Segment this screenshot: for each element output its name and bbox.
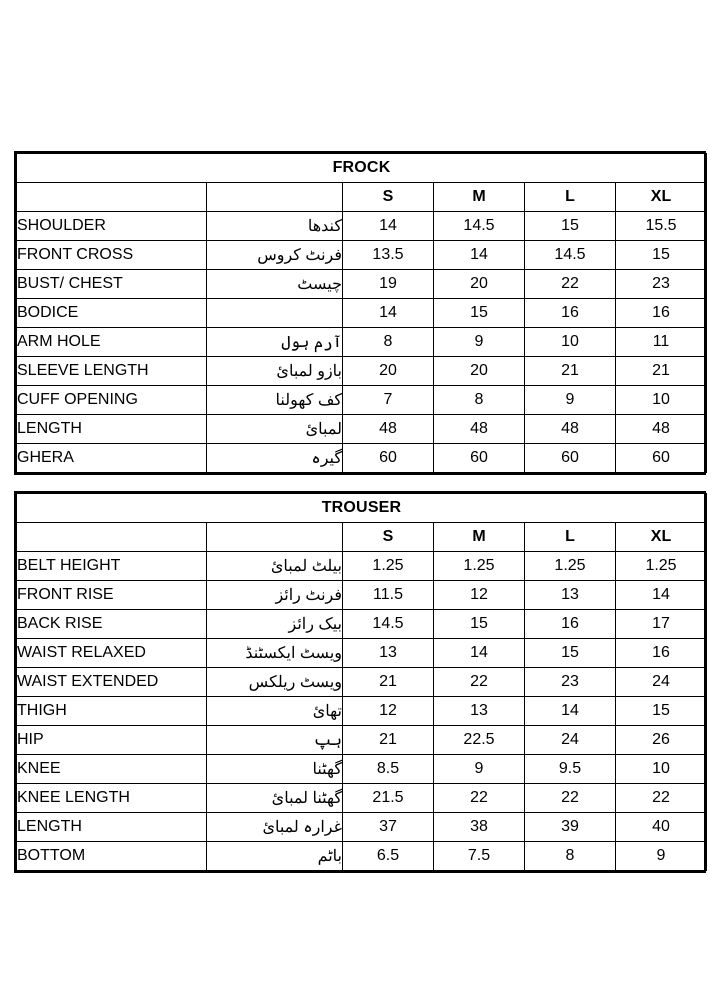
row-value-s: 14.5 [343,610,434,639]
row-value-l: 16 [525,610,616,639]
row-value-xl: 26 [616,726,707,755]
row-value-m: 38 [434,813,525,842]
row-value-m: 1.25 [434,552,525,581]
row-value-l: 23 [525,668,616,697]
header-empty-urdu [207,523,343,552]
row-value-m: 13 [434,697,525,726]
table-row [17,581,707,610]
row-value-xl: 15 [616,241,707,270]
row-label: BUST/ CHEST [17,270,207,299]
row-label: KNEE LENGTH [17,784,207,813]
table-row [17,668,707,697]
table-row [17,357,707,386]
row-value-s: 1.25 [343,552,434,581]
row-value-l: 24 [525,726,616,755]
row-value-s: 21 [343,726,434,755]
row-value-m: 7.5 [434,842,525,871]
row-value-m: 15 [434,610,525,639]
row-value-l: 21 [525,357,616,386]
row-value-m: 12 [434,581,525,610]
table-row [17,813,707,842]
row-value-s: 12 [343,697,434,726]
row-value-l: 9.5 [525,755,616,784]
row-value-s: 37 [343,813,434,842]
row-value-xl: 15.5 [616,212,707,241]
row-label: BODICE [17,299,207,328]
table-row [17,552,707,581]
row-label: GHERA [17,444,207,473]
row-label-urdu: ویسٹ ایکسٹنڈ [207,639,343,668]
row-value-s: 6.5 [343,842,434,871]
table-row [17,610,707,639]
row-label: SHOULDER [17,212,207,241]
row-value-l: 48 [525,415,616,444]
row-label-urdu: آرم ہول [207,328,343,357]
row-value-m: 22 [434,668,525,697]
row-value-xl: 24 [616,668,707,697]
table-row [17,270,707,299]
row-label-urdu: گھٹنا لمبائ [207,784,343,813]
table-row [17,328,707,357]
row-value-xl: 11 [616,328,707,357]
row-value-xl: 40 [616,813,707,842]
row-value-s: 21.5 [343,784,434,813]
trouser-header-size-xl: XL [616,523,707,552]
row-value-m: 22 [434,784,525,813]
trouser-header-size-s: S [343,523,434,552]
row-value-s: 14 [343,299,434,328]
table-row [17,639,707,668]
row-label-urdu: بازو لمبائ [207,357,343,386]
row-value-xl: 14 [616,581,707,610]
row-value-l: 14.5 [525,241,616,270]
table-row [17,386,707,415]
row-label-urdu: فرنٹ کروس [207,241,343,270]
row-value-s: 20 [343,357,434,386]
row-value-l: 15 [525,212,616,241]
row-label: LENGTH [17,415,207,444]
row-value-l: 13 [525,581,616,610]
row-label-urdu: باٹم [207,842,343,871]
row-value-s: 11.5 [343,581,434,610]
row-label-urdu [207,299,343,328]
header-empty-urdu [207,183,343,212]
row-value-l: 22 [525,270,616,299]
trouser-header-size-l: L [525,523,616,552]
row-label: HIP [17,726,207,755]
row-value-s: 8 [343,328,434,357]
row-label: KNEE [17,755,207,784]
row-label-urdu: بیک رائز [207,610,343,639]
table-row [17,842,707,871]
row-value-s: 8.5 [343,755,434,784]
table-row [17,784,707,813]
row-value-m: 14 [434,241,525,270]
trouser-title: TROUSER [17,494,707,523]
row-value-m: 9 [434,755,525,784]
row-label: SLEEVE LENGTH [17,357,207,386]
row-value-m: 60 [434,444,525,473]
row-value-s: 60 [343,444,434,473]
row-label-urdu: کندھا [207,212,343,241]
row-value-l: 60 [525,444,616,473]
table-row [17,444,707,473]
table-row [17,212,707,241]
frock-header-size-s: S [343,183,434,212]
row-label: ARM HOLE [17,328,207,357]
row-value-xl: 16 [616,299,707,328]
row-label-urdu: گیرہ [207,444,343,473]
row-value-m: 14 [434,639,525,668]
row-label: BACK RISE [17,610,207,639]
row-value-m: 20 [434,357,525,386]
table-header-row [17,523,707,552]
table-row [17,697,707,726]
frock-size-table [14,151,706,475]
table-title-row [17,494,707,523]
row-label-urdu: بیلٹ لمبائ [207,552,343,581]
row-value-l: 1.25 [525,552,616,581]
row-value-m: 14.5 [434,212,525,241]
header-empty-label [17,183,207,212]
row-value-l: 39 [525,813,616,842]
row-value-xl: 48 [616,415,707,444]
frock-title: FROCK [17,154,707,183]
table-title-row [17,154,707,183]
row-value-xl: 17 [616,610,707,639]
row-value-l: 8 [525,842,616,871]
row-value-l: 9 [525,386,616,415]
row-label-urdu: لمبائ [207,415,343,444]
row-value-l: 10 [525,328,616,357]
row-value-xl: 22 [616,784,707,813]
row-value-xl: 23 [616,270,707,299]
row-label-urdu: چیسٹ [207,270,343,299]
row-label-urdu: فرنٹ رائز [207,581,343,610]
table-row [17,726,707,755]
row-label-urdu: غرارہ لمبائ [207,813,343,842]
row-label: WAIST RELAXED [17,639,207,668]
row-label-urdu: گھٹنا [207,755,343,784]
table-row [17,299,707,328]
row-value-s: 21 [343,668,434,697]
row-value-m: 22.5 [434,726,525,755]
row-label-urdu: ویسٹ ریلکس [207,668,343,697]
row-value-l: 22 [525,784,616,813]
row-label-urdu: تھائ [207,697,343,726]
table-row [17,415,707,444]
row-value-s: 48 [343,415,434,444]
table-row [17,241,707,270]
row-value-m: 48 [434,415,525,444]
row-value-l: 14 [525,697,616,726]
row-label-urdu: کف کھولنا [207,386,343,415]
row-label: LENGTH [17,813,207,842]
frock-header-size-xl: XL [616,183,707,212]
row-value-m: 20 [434,270,525,299]
frock-table-grid [16,153,707,473]
row-value-s: 13 [343,639,434,668]
row-value-xl: 16 [616,639,707,668]
row-label: THIGH [17,697,207,726]
row-value-l: 15 [525,639,616,668]
trouser-table-grid [16,493,707,871]
row-label-urdu: ہپ [207,726,343,755]
table-header-row [17,183,707,212]
row-value-m: 15 [434,299,525,328]
row-value-m: 9 [434,328,525,357]
row-label: BELT HEIGHT [17,552,207,581]
row-value-s: 7 [343,386,434,415]
frock-header-size-l: L [525,183,616,212]
row-value-xl: 60 [616,444,707,473]
row-value-s: 19 [343,270,434,299]
row-value-l: 16 [525,299,616,328]
row-value-xl: 15 [616,697,707,726]
row-label: WAIST EXTENDED [17,668,207,697]
row-label: FRONT CROSS [17,241,207,270]
row-value-s: 14 [343,212,434,241]
row-label: BOTTOM [17,842,207,871]
row-label: CUFF OPENING [17,386,207,415]
row-value-xl: 10 [616,386,707,415]
trouser-size-table [14,491,706,873]
row-value-m: 8 [434,386,525,415]
header-empty-label [17,523,207,552]
row-value-xl: 1.25 [616,552,707,581]
row-value-xl: 10 [616,755,707,784]
row-value-xl: 21 [616,357,707,386]
trouser-header-size-m: M [434,523,525,552]
row-label: FRONT RISE [17,581,207,610]
row-value-s: 13.5 [343,241,434,270]
table-row [17,755,707,784]
frock-header-size-m: M [434,183,525,212]
row-value-xl: 9 [616,842,707,871]
